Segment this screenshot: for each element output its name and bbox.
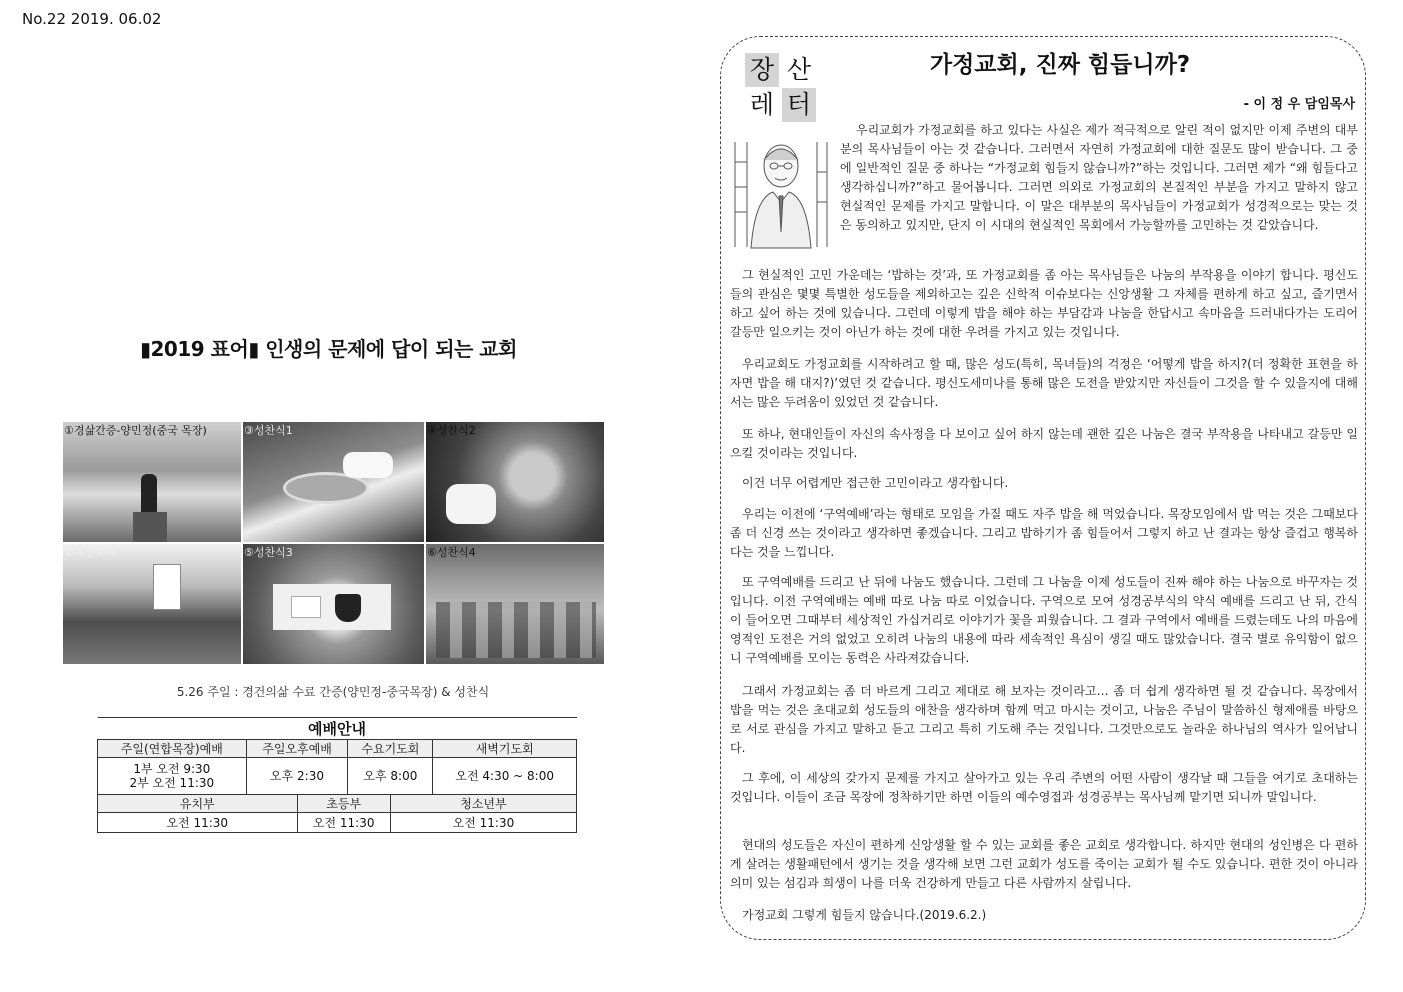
letter-paragraph: 또 구역예배를 드리고 난 뒤에 나눔도 했습니다. 그런데 그 나눔을 이제 성도들이 진짜 해야 하는 나눔으로 바꾸자는 것입니다. 이전 구역예배는 예배 따로 나눔 따로 이었습니다. 구역으로 모여 성경공부식의 약식 예배를 드리고 난 뒤, 간식이 들어오면 그때부터 세상적인 가십거리로 이야기가 꽃을 피웠습니다. 그 결과 구역에서 예배를 드렸는데도 나의 마음에 영적인 도전은 거의 없었고 오히려 나눔의 내용에 따라 세속적인 욕심이 생길 때도 많았습니다. 결국 별로 유익함이 없으니 구역예배를 모이는 동력은 사라져갔습니다. bbox=[730, 575, 1358, 665]
letter-paragraph: 우리는 이전에 ‘구역예배’라는 형태로 모임을 가질 때도 자주 밥을 해 먹었습니다. 목장모임에서 밥 먹는 것은 그때보다 좀 더 신경 쓰는 것이라고 생각하면 좋겠습니다. 그리고 밥하기가 좀 힘들어서 그렇지 하고 난 결과는 항상 즐겁고 행복하다는 것을 느낍니다. bbox=[730, 507, 1358, 559]
issue-info bbox=[22, 10, 161, 28]
issue-date: 2019. 06.02 bbox=[70, 10, 162, 28]
worship-title: 예배안내 bbox=[98, 718, 577, 740]
photo-communion-3 bbox=[243, 544, 424, 664]
photo-caption-3: ③성찬식1 bbox=[244, 424, 293, 437]
podium bbox=[133, 512, 167, 542]
photo-communion-2 bbox=[426, 422, 604, 542]
letter-paragraph: 또 하나, 현대인들이 자신의 속사정을 다 보이고 싶어 하지 않는데 괜한 깊은 나눔은 결국 부작용을 나타내고 갈등만 일으킬 것이라는 것입니다. bbox=[730, 427, 1358, 460]
pastor-portrait-icon bbox=[733, 132, 829, 250]
communion-cup bbox=[335, 594, 361, 622]
sunday-service-1: 1부 오전 9:30 bbox=[133, 762, 211, 776]
photo-testimony bbox=[63, 422, 241, 542]
value-kinder: 오전 11:30 bbox=[98, 813, 298, 833]
letter-paragraph: 그 현실적인 고민 가운데는 ‘밥하는 것’과, 또 가정교회를 좀 아는 목사님들은 나눔의 부작용을 이야기 합니다. 평신도들의 관심은 몇몇 특별한 성도들을 제외하고는 깊은 신학적 이슈보다는 신앙생활 그 자체를 편하게 하고 싶고, 즐기면서 하고 싶어 하는 것에 있습니다. 그런데 이렇게 밥을 해야 하는 부담감과 나눔을 한답시고 속마음을 드러내다가는 도리어 갈등만 일으키는 것이 아닌가 하는 것에 대한 우려를 가지고 있는 것입니다. bbox=[730, 268, 1358, 339]
photo-caption-5: ⑤성찬식3 bbox=[244, 546, 293, 559]
photo-section-caption: 5.26 주일 : 경건의삶 수료 간증(양민정-중국목장) & 성찬식 bbox=[176, 685, 490, 699]
value-elementary: 오전 11:30 bbox=[297, 813, 390, 833]
value-dawn: 오전 4:30 ~ 8:00 bbox=[433, 758, 577, 795]
letter-paragraph: 현대의 성도들은 자신이 편하게 신앙생활 할 수 있는 교회를 좋은 교회로 생각합니다. 하지만 현대의 성인병은 다 편하게 살려는 생활패턴에서 생기는 것을 생각해 보면 그런 교회가 성도를 죽이는 교회가 될 수도 있습니다. 편한 것이 아니라 의미 있는 섬김과 희생이 나를 더욱 건강하게 만들고 다른 사람까지 살립니다. bbox=[730, 838, 1358, 890]
gloved-hand bbox=[446, 484, 496, 524]
gloved-hand bbox=[343, 452, 393, 478]
photo-grid bbox=[63, 422, 603, 664]
issue-number: No.22 bbox=[22, 10, 66, 28]
worship-schedule-table bbox=[97, 717, 577, 833]
stamp-char: 터 bbox=[782, 88, 816, 122]
letter-paragraph: 우리교회도 가정교회를 시작하려고 할 때, 많은 성도(특히, 목녀들)의 걱정은 ‘어떻게 밥을 하지?(더 정확한 표현을 하자면 밥을 해 대지?)’였던 것 같습니다. 평신도세미나를 통해 많은 도전을 받았지만 자신들이 그것을 할 수 있을지에 대해서는 많은 두려움이 있었던 것 같습니다. bbox=[730, 357, 1358, 409]
header-sunday: 주일(연합목장)예배 bbox=[98, 740, 247, 758]
photo-caption-4: ④성찬식2 bbox=[427, 424, 476, 437]
photo-communion-4 bbox=[426, 544, 604, 664]
bread bbox=[291, 596, 321, 618]
stamp-char: 장 bbox=[745, 53, 779, 87]
photo-caption-6: ⑥성찬식4 bbox=[427, 546, 476, 559]
value-youth: 오전 11:30 bbox=[390, 813, 576, 833]
letter-paragraph: 우리교회가 가정교회를 하고 있다는 사실은 제가 적극적으로 알린 적이 없지만 이제 주변의 대부분의 목사님들이 아는 것 같습니다. 그러면서 자연히 가정교회에 대한 질문도 많이 받습니다. 그 중에 일반적인 질문 중 하나는 “가정교회 힘들지 않습니까?”하는 것입니다. 그러면 제가 “왜 힘들다고 생각하십니까?”하고 물어봅니다. 그러면 의외로 가정교회의 본질적인 부분을 가지고 말하지 않고 현실적인 문제를 가지고 말합니다. 이 말은 대부분의 목사님들이 가정교회가 성경적으로는 맞는 것은 동의하고 있지만, 단지 이 시대의 현실적인 목회에서 가능할까를 고민하는 것 같았습니다. bbox=[840, 123, 1358, 232]
letter-closing: 가정교회 그렇게 힘들지 않습니다.(2019.6.2.) bbox=[742, 908, 987, 922]
year-motto: ▮2019 표어▮ 인생의 문제에 답이 되는 교회 bbox=[140, 337, 517, 361]
header-youth: 청소년부 bbox=[390, 795, 576, 813]
letter-stamp bbox=[745, 50, 819, 124]
letter-title: 가정교회, 진짜 힘듭니까? bbox=[929, 52, 1191, 78]
value-sunday-afternoon: 오후 2:30 bbox=[246, 758, 348, 795]
letter-paragraph: 그래서 가정교회는 좀 더 바르게 그리고 제대로 해 보자는 것이라고… 좀 더 쉽게 생각하면 될 것 같습니다. 목장에서 밥을 먹는 것은 초대교회 성도들의 애찬을 생각하며 함께 먹고 마시는 것이고, 나눔은 주님이 말씀하신 형제애를 바탕으로 서로 관심을 가지고 말하고 듣고 그리고 특히 기도해 주는 것입니다. 그것만으로도 놀라운 하나님의 역사가 일어납니다. bbox=[730, 684, 1358, 755]
header-kinder: 유치부 bbox=[98, 795, 298, 813]
value-wednesday: 오후 8:00 bbox=[348, 758, 433, 795]
header-dawn: 새벽기도회 bbox=[433, 740, 577, 758]
letter-author: - 이 정 우 담임목사 bbox=[1243, 97, 1355, 112]
stamp-char: 레 bbox=[749, 90, 775, 119]
stamp-char: 산 bbox=[786, 55, 812, 84]
photo-caption-1: ①경삶간증-양민정(중국 목장) bbox=[64, 424, 207, 437]
header-wednesday: 수요기도회 bbox=[348, 740, 433, 758]
banner bbox=[153, 564, 181, 610]
header-elementary: 초등부 bbox=[297, 795, 390, 813]
photo-celebration bbox=[63, 544, 241, 664]
letter-paragraph: 그 후에, 이 세상의 갖가지 문제를 가지고 살아가고 있는 우리 주변의 어떤 사람이 생각날 때 그들을 여기로 초대하는 것입니다. 이들이 조금 목장에 정착하기만 하면 이들의 예수영접과 성경공부는 목사님께 맡기면 되니까 말입니다. bbox=[730, 771, 1358, 804]
header-sunday-afternoon: 주일오후예배 bbox=[246, 740, 348, 758]
congregation bbox=[436, 602, 596, 658]
photo-communion-1 bbox=[243, 422, 424, 542]
photo-caption-2: ②목장축하 bbox=[64, 546, 117, 559]
letter-paragraph: 이건 너무 어렵게만 접근한 고민이라고 생각합니다. bbox=[742, 476, 1009, 490]
value-sunday bbox=[98, 758, 247, 795]
sunday-service-2: 2부 오전 11:30 bbox=[129, 776, 215, 790]
